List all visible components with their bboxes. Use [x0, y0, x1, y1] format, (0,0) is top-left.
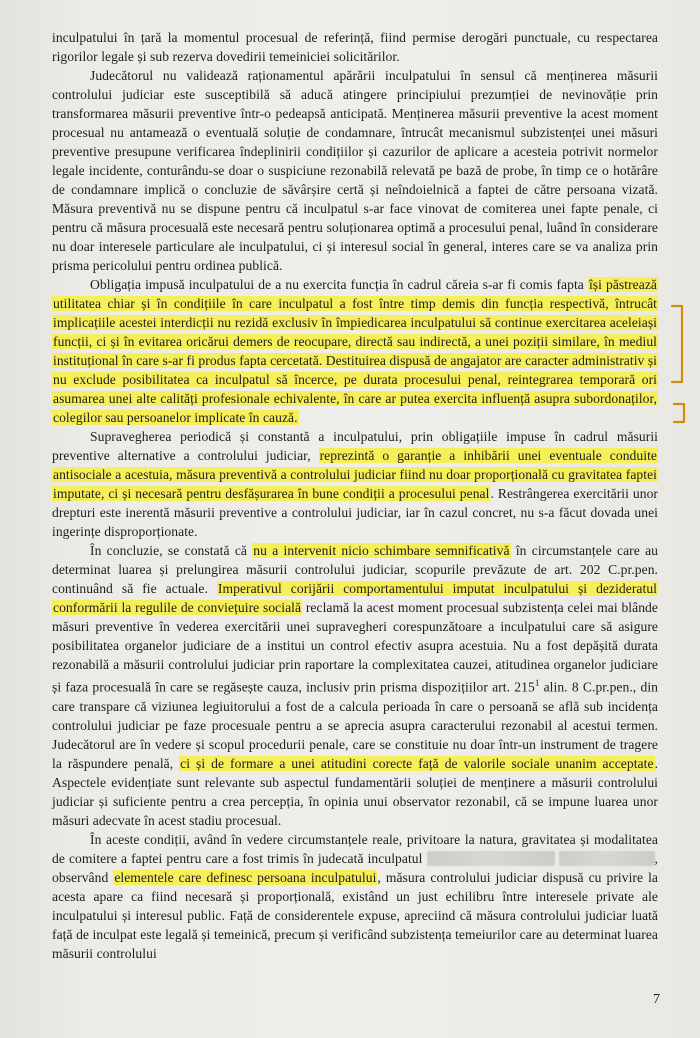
text-segment: , măsura controlului judiciar dispusă cu privire la acesta apare ca fiind necesară și proporțională, existând un just echilibru între interesele private ale inculpatului și interesul public. Față de considerentele expuse, apreciind că măsura controlului judiciar luată față de inculpat este legală și temeinică, precum și verificând subzistența temeiurilor care au determinat luarea măsurii controlului: [52, 869, 658, 961]
paragraph-p5: [52, 830, 658, 963]
paragraph-p4: [52, 541, 658, 830]
text-segment: Supravegherea periodică și constantă a inculpatului, prin obligațiile impuse în cadrul măsurii preventive alternative a controlului judiciar,: [52, 429, 658, 463]
text-segment: . Aspectele evidențiate sunt relevante sub aspectul fundamentării soluției de menținere a măsurii controlului judiciar și suficiente pentru a crea percepția, în opinia unui observator rezonabil, că se impune luarea unor măsuri adecvate în acest stadiu procesual.: [52, 755, 659, 828]
text-segment: În aceste condiții, având în vedere circumstanțele reale, privitoare la natura, gravitatea și modalitatea de comitere a faptei pentru care a fost trimis în judecată inculpatul: [52, 831, 658, 866]
text-segment: reclamă la acest moment procesual subzistența celei mai blânde măsuri preventive în vederea exercitării unei supravegheri corespunzătoare a inculpatului care să asigure posibilitatea organelor judiciare de a institui un control efectiv asupra acestuia. Nu a fost depășită durata rezonabilă a măsurii controlului judiciar prin raportare la complexitatea cauzei, atitudinea organelor judiciare și faza procesuală în care se regăsește cauza, inclusiv prin prisma dispozițiilor art. 215: [52, 600, 658, 695]
text-segment: Judecătorul nu validează raționamentul apărării inculpatului în sensul că menținerea măsurii controlului judiciar este susceptibilă să aducă atingere principiului prezumției de nevinovăție prin transformarea măsurii preventive într-o pedeapsă anticipată. Menținerea măsurii preventive la acest moment procesual nu antamează o eventuală soluție de condamnare, întrucât mecanismul subzistenței unei măsuri preventive presupune verificarea îndeplinirii condițiilor și cazurilor de aplicare a acesteia potrivit normelor legale incidente, conturându-se doar o suspiciune rezonabilă relevată pe bază de probe, în timp ce o hotărâre de condamnare implică o concluzie de săvârșire certă și neîndoielnică a faptei de către persoana vizată. Măsura preventivă nu se dispune pentru că inculpatul s-ar face vinovat de comiterea unei fapte penale, ci pentru că măsura procesuală este necesară pentru soluționarea optimă a procesului penal, luând în considerare nu doar interesele particulare ale inculpatului, ci și interesul social în general, interes care se va analiza prin prisma pericolului pentru ordinea publică.: [52, 68, 658, 273]
text-segment: Obligația impusă inculpatului de a nu exercita funcția în cadrul căreia s-ar fi comis fapta: [90, 277, 588, 292]
text-segment: inculpatului în țară la momentul procesual de referință, fiind permise derogări punctuale, cu respectarea rigorilor legale și sub rezerva dovedirii temeiniciei solicitărilor.: [52, 30, 658, 64]
paragraph-p2: [52, 275, 658, 427]
paragraph-p0: [52, 28, 658, 66]
text-segment: alin. 8 C.pr.pen., din care transpare că viziunea legiuitorului a fost de a calcula perioada în care o persoană se află sub incidența controlului judiciar pe faze procesuale pentru a se aprecia asupra caracterului rezonabil al acestui termen. Judecătorul are în vedere și scopul procedurii penale, care se constituie nu doar într-un instrument de tragere la răspundere penală,: [52, 679, 658, 771]
highlighted-text: reprezintă o garanție a inhibării unei eventuale conduite antisociale a acestuia, măsura preventivă a controlului judiciar fiind nu doar proporțională cu gravitatea faptei imputate, ci și necesară pentru desfășurarea în bune condiții a procesului penal: [53, 448, 657, 501]
redacted-name: [559, 851, 655, 866]
highlighted-text: nu a intervenit nicio schimbare semnificativă: [253, 543, 510, 558]
paragraph-p1: [52, 66, 658, 275]
superscript: 1: [534, 678, 540, 688]
highlighted-text: elementele care definesc persoana inculpatului: [114, 869, 377, 885]
text-segment: , observând: [52, 850, 658, 885]
highlighted-text: Imperativul corijării comportamentului imputat inculpatului și dezideratul conformării la regulile de conviețuire socială: [53, 581, 657, 615]
highlighted-text: își păstrează utilitatea chiar și în condițiile în care inculpatul a fost între timp demis din funcția respectivă, întrucât implicațiile acestei interdicții nu rezidă exclusiv în împiedicarea inculpatului să continue exercitarea aceleiași funcții, ci și în evitarea oricărui demers de reocupare, directă sau indirectă, a unei poziții similare, în mediul instituțional în care s-ar fi produs fapta cercetată. Destituirea dispusă de angajator are caracter administrativ și nu exclude posibilitatea ca inculpatul să încerce, pe durata procesului penal, reintegrarea temporară ori asumarea unei alte calități profesionale echivalente, în care ar putea exercita influență asupra subordonaților, colegilor sau persoanelor implicate în cauză.: [53, 277, 657, 425]
paragraph-p3: [52, 427, 658, 541]
page-number: 7: [653, 992, 660, 1007]
text-segment: în circumstanțele care au determinat luarea și prelungirea măsurii controlului judiciar, scopurile prevăzute de art. 202 C.pr.pen. continuând să fie actuale.: [52, 543, 659, 596]
margin-bracket-mark: [668, 300, 694, 440]
highlighted-text: ci și de formare a unei atitudini corecte față de valorile sociale unanim acceptate: [180, 755, 654, 771]
text-segment: [555, 851, 559, 866]
text-segment: . Restrângerea exercitării unor drepturi este inerentă măsurii preventive a controlului judiciar, iar în cazul concret, nu s-a făcut dovada unei ingerințe disproporționate.: [52, 486, 659, 539]
text-segment: În concluzie, se constată că: [90, 543, 253, 558]
document-body: [52, 28, 658, 963]
redacted-name: [427, 851, 555, 866]
